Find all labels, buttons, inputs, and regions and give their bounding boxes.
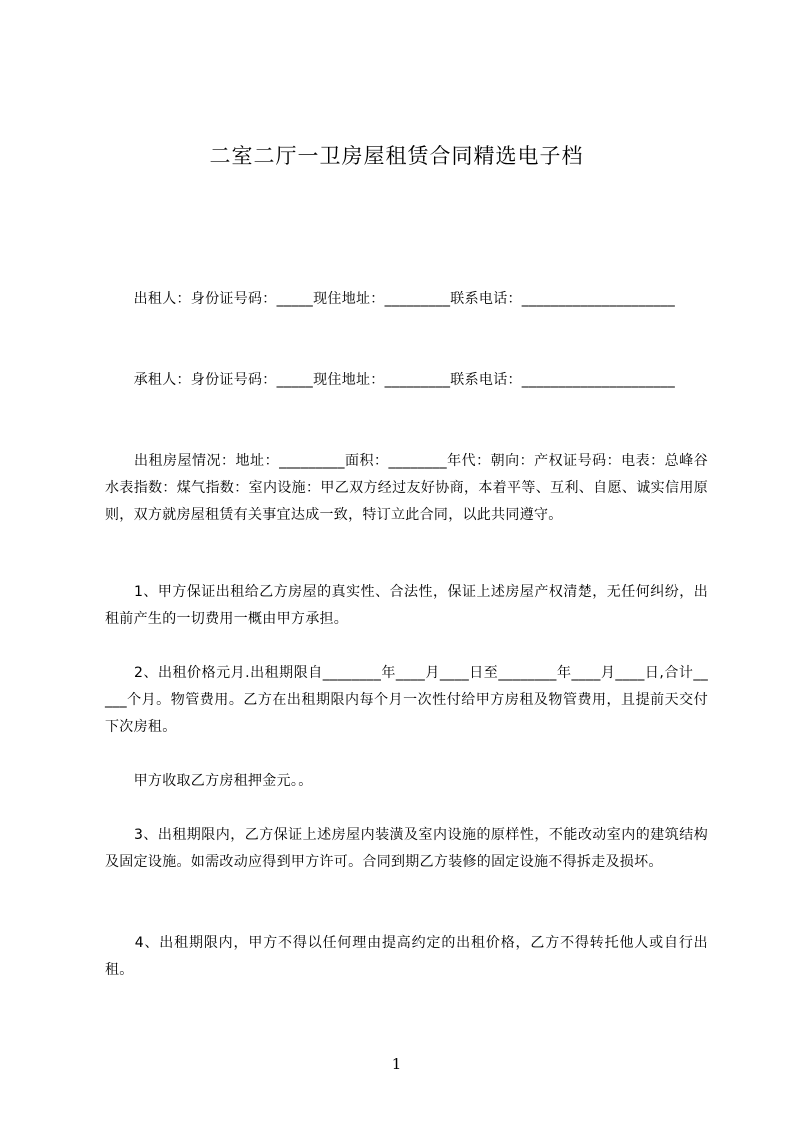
clause-4-paragraph: 4、出租期限内，甲方不得以任何理由提高约定的出租价格，乙方不得转托他人或自行出租。 <box>105 935 708 978</box>
lessor-info-paragraph: 出租人：身份证号码：_____现住地址：_________联系电话：_____________________ <box>105 291 676 307</box>
lessee-info-paragraph: 承租人：身份证号码：_____现住地址：_________联系电话：_____________________ <box>105 372 676 388</box>
document-title: 二室二厅一卫房屋租赁合同精选电子档 <box>209 144 584 168</box>
deposit-paragraph: 甲方收取乙方房租押金元。。 <box>105 773 313 789</box>
page-number: 1 <box>391 1055 402 1073</box>
clause-1-paragraph: 1、甲方保证出租给乙方房屋的真实性、合法性，保证上述房屋产权清楚，无任何纠纷，出租前产生的一切费用一概由甲方承担。 <box>105 584 708 627</box>
property-info-paragraph: 出租房屋情况：地址：_________面积：________年代：朝向：产权证号码：电表：总峰谷水表指数：煤气指数：室内设施：甲乙双方经过友好协商，本着平等、互利、自愿、诚实信用原则，双方就房屋租赁有关事宜达成一致，特订立此合同，以此共同遵守。 <box>105 453 708 523</box>
clause-2-paragraph: 2、出租价格元月.出租期限自________年____月____日至________年____月____日,合计_____个月。物管费用。乙方在出租期限内每个月一次性付给甲方房租及物管费用，且提前天交付下次房租。 <box>105 665 708 735</box>
clause-3-paragraph: 3、出租期限内，乙方保证上述房屋内装潢及室内设施的原样性，不能改动室内的建筑结构及固定设施。如需改动应得到甲方许可。合同到期乙方装修的固定设施不得拆走及损坏。 <box>105 827 708 870</box>
